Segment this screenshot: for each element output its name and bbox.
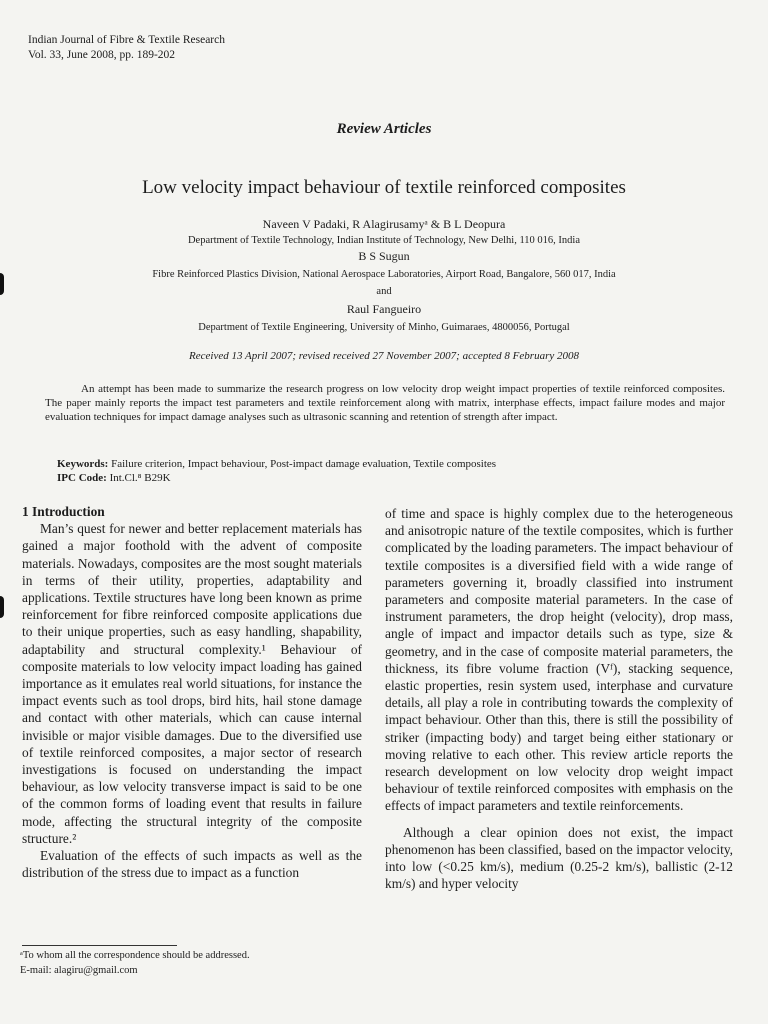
keywords-label: Keywords: bbox=[57, 458, 109, 470]
received-dates: Received 13 April 2007; revised received 27 November 2007; accepted 8 February 2008 bbox=[189, 350, 579, 362]
intro-paragraph-continued: of time and space is highly complex due to the heterogeneous and anisotropic nature of the textile composites, which is further complicated by the loading parameters. The impact behaviour of textile composites is a diversified field with a wide range of parameters governing it, broadly classified into instrument parameters and composite material parameters. In the case of instrument parameters, the drop height (velocity), drop mass, angle of impact and impactor details such as type, size & geometry, and in the case of composite material parameters, the thickness, its fibre volume fraction (Vᶠ), stacking sequence, elastic properties, resin system used, interphase and curvature details, all play a role in contributing towards the complexity of impact behaviour. Other than this, there is still the possibility of striker (impacting body) and target being either stationary or moving relative to each other. This review article reports the research development on low velocity drop weight impact behaviour of textile reinforced composites with emphasis on the effects of impact parameters and textile reinforcements. bbox=[385, 506, 733, 814]
paper-title: Low velocity impact behaviour of textile reinforced composites bbox=[142, 177, 626, 198]
footnote-email: E-mail: alagiru@gmail.com bbox=[20, 965, 138, 976]
intro-paragraph-1: Man’s quest for newer and better replacement materials has gained a major foothold with the advent of composite materials. Nowadays, composites are the most sought materials in terms of their utility, properties, adaptability and applications. Textile structures have long been known as prime reinforcement for fibre reinforced composite applications due to their unique properties, such as easy handling, shapability, adaptability and structural complexity.¹ Behaviour of composite materials to low velocity impact loading has gained importance as it emulates real world situations, for instance the impact events such as tool drops, bird hits, hail stone damage and contact with other materials, which can cause internal invisible or major visible damages. Due to the diversified use of textile reinforced composites, a major sector of research investigations is focused on understanding the impact behaviour, as low velocity transverse impact is said to be one of the common forms of loading event that results in failure mode, affecting the structural integrity of the composite structure.² bbox=[22, 521, 362, 846]
abstract-text: An attempt has been made to summarize the research progress on low velocity drop weight impact properties of textile reinforced composites. The paper mainly reports the impact test parameters and textile reinforcement along with matrix, interphase effects, impact failure modes and major evaluation techniques for impact damage analyses such as ultrasonic scanning and retention of strength after impact. bbox=[45, 383, 725, 423]
intro-paragraph-2: Evaluation of the effects of such impacts as well as the distribution of the stress due to impact as a function bbox=[22, 848, 362, 881]
body-column-left bbox=[22, 503, 362, 881]
section-heading: 1 Introduction bbox=[22, 504, 105, 519]
journal-header bbox=[28, 33, 225, 63]
authors-line-1: Naveen V Padaki, R Alagirusamyᵃ & B L Deopura bbox=[262, 217, 506, 231]
journal-volume: Vol. 33, June 2008, pp. 189-202 bbox=[28, 49, 176, 61]
section-label: Review Articles bbox=[336, 121, 432, 137]
affiliation-1: Department of Textile Technology, Indian Institute of Technology, New Delhi, 110 016, India bbox=[187, 235, 581, 246]
keywords-line bbox=[57, 457, 496, 471]
authors-line-2: B S Sugun bbox=[358, 249, 410, 263]
authors-line-3: Raul Fangueiro bbox=[346, 302, 422, 316]
footnote-correspondence: ᵃTo whom all the correspondence should be addressed. bbox=[20, 950, 250, 961]
keywords-text: Failure criterion, Impact behaviour, Post-impact damage evaluation, Textile composites bbox=[108, 458, 497, 470]
ipc-line bbox=[57, 471, 496, 485]
footnote bbox=[20, 948, 250, 978]
binding-hole-mark-bottom bbox=[0, 596, 4, 618]
and-conjunction: and bbox=[376, 286, 392, 297]
keywords-block bbox=[57, 457, 496, 485]
affiliation-2: Fibre Reinforced Plastics Division, National Aerospace Laboratories, Airport Road, Bangalore, 560 017, India bbox=[152, 269, 616, 280]
binding-hole-mark-top bbox=[0, 273, 4, 295]
journal-name: Indian Journal of Fibre & Textile Research bbox=[28, 34, 225, 46]
affiliation-3: Department of Textile Engineering, University of Minho, Guimaraes, 4800056, Portugal bbox=[198, 322, 570, 333]
body-column-right bbox=[385, 505, 733, 892]
abstract bbox=[45, 382, 725, 424]
footnote-divider bbox=[22, 945, 177, 946]
intro-paragraph-3: Although a clear opinion does not exist, the impact phenomenon has been classified, based on the impactor velocity, into low (<0.25 km/s), medium (0.25-2 km/s), ballistic (2-12 km/s) and hyper velocity bbox=[385, 824, 733, 892]
ipc-label: IPC Code: bbox=[57, 472, 107, 484]
ipc-text: Int.Cl.⁸ B29K bbox=[106, 472, 171, 484]
author-block bbox=[0, 215, 768, 337]
